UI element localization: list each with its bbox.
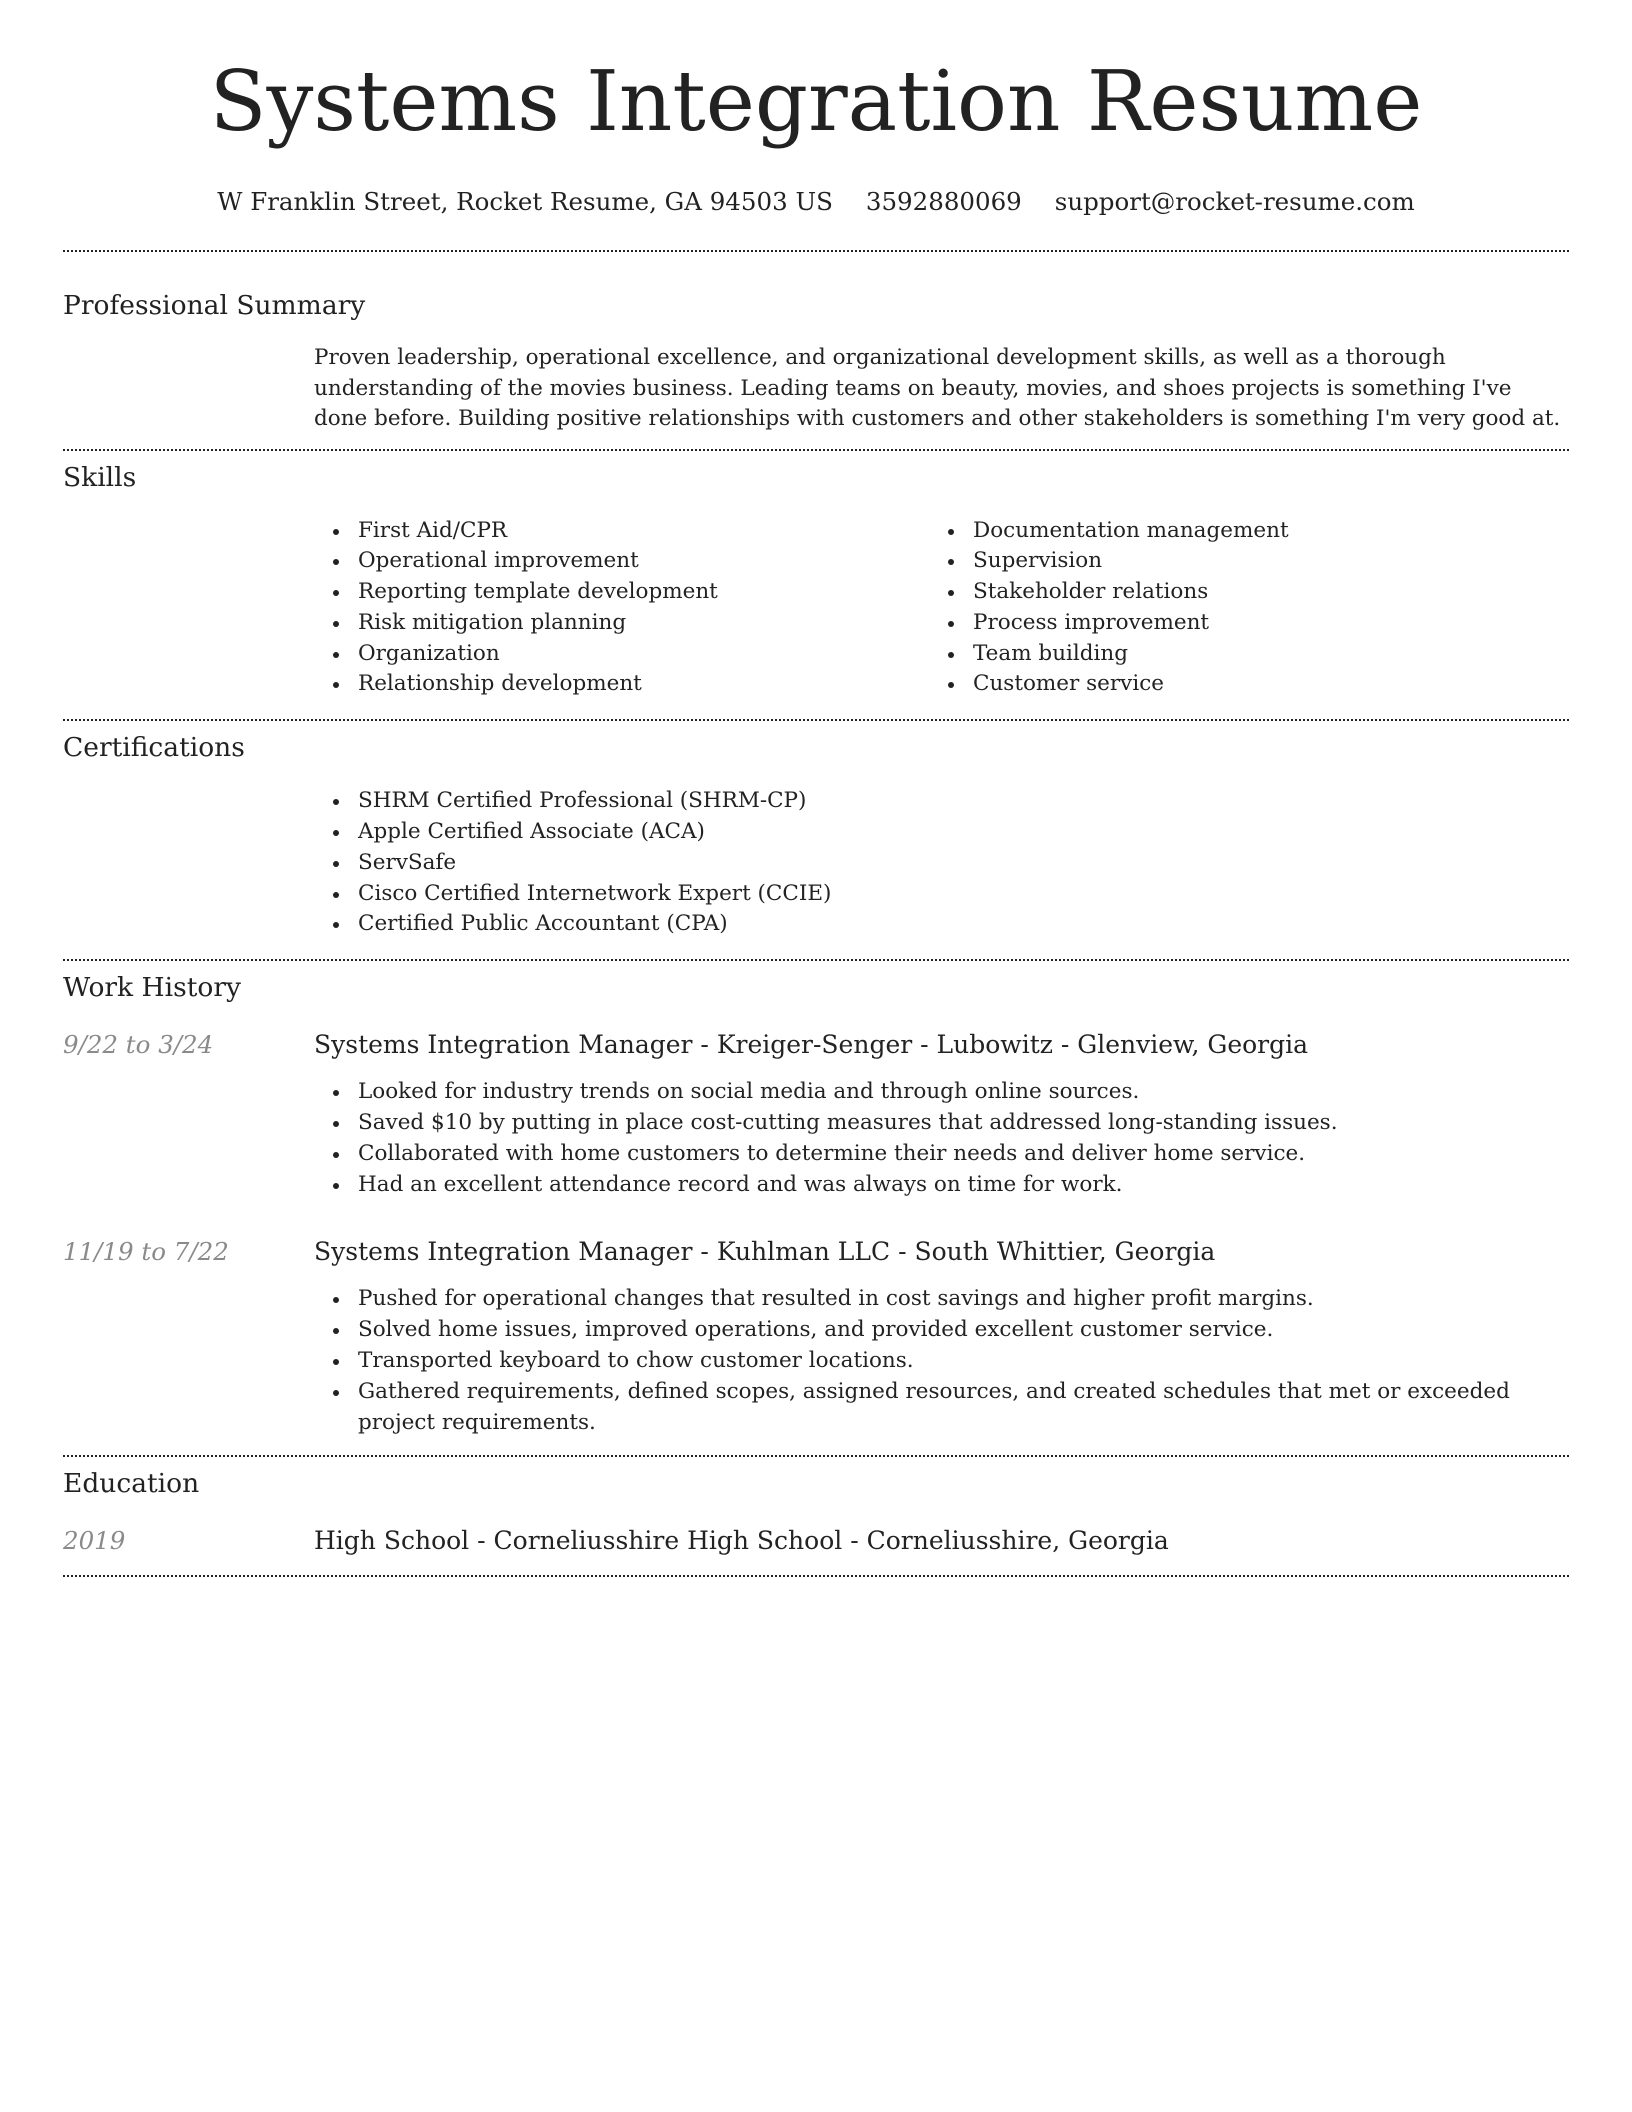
list-item: Relationship development (314, 669, 929, 700)
list-item: Stakeholder relations (929, 577, 1544, 608)
skills-list-left (314, 516, 929, 701)
list-item: Supervision (929, 546, 1544, 577)
job-bullets (314, 1077, 1569, 1200)
list-item: Transported keyboard to chow customer locations. (314, 1346, 1569, 1377)
list-item: Organization (314, 639, 929, 670)
job-entry (63, 1029, 1569, 1200)
summary-section (63, 252, 1569, 449)
education-heading-line: High School - Corneliusshire High School - Corneliusshire, Georgia (314, 1526, 1169, 1556)
education-entry (63, 1525, 1569, 1557)
list-item: Operational improvement (314, 546, 929, 577)
list-item: Saved $10 by putting in place cost-cutting measures that addressed long-standing issues. (314, 1108, 1569, 1139)
skills-heading: Skills (63, 461, 137, 493)
list-item: Risk mitigation planning (314, 608, 929, 639)
list-item: Reporting template development (314, 577, 929, 608)
list-item: Process improvement (929, 608, 1544, 639)
list-item: Customer service (929, 669, 1544, 700)
job-dates: 9/22 to 3/24 (63, 1030, 214, 1060)
list-item: Team building (929, 639, 1544, 670)
list-item: Had an excellent attendance record and was always on time for work. (314, 1170, 1569, 1201)
list-item: Collaborated with home customers to determine their needs and deliver home service. (314, 1139, 1569, 1170)
work-history-section (63, 961, 1569, 1455)
list-item: Solved home issues, improved operations, and provided excellent customer service. (314, 1315, 1569, 1346)
work-history-heading: Work History (63, 972, 241, 1004)
list-item: First Aid/CPR (314, 516, 929, 547)
list-item: ServSafe (314, 848, 1569, 879)
contact-phone: 3592880069 (865, 187, 1022, 216)
contact-line (63, 187, 1569, 217)
summary-text: Proven leadership, operational excellence, and organizational development skills, as well as a thorough understanding of the movies business. Leading teams on beauty, movies, and shoes projects is something I've done before. Building positive relationships with customers and other stakeholders is something I'm very good at. (314, 345, 1561, 431)
skills-grid (314, 516, 1569, 701)
list-item: Certified Public Accountant (CPA) (314, 909, 1569, 940)
list-item: Pushed for operational changes that resulted in cost savings and higher profit margins. (314, 1284, 1569, 1315)
resume-title: Systems Integration Resume (209, 53, 1423, 150)
skills-list-right (929, 516, 1544, 701)
certifications-list (314, 786, 1569, 940)
list-item: Gathered requirements, defined scopes, assigned resources, and created schedules that met or exceeded project requirements. (314, 1377, 1569, 1439)
education-heading: Education (63, 1468, 200, 1500)
section-divider (63, 1575, 1569, 1577)
education-section (63, 1457, 1569, 1575)
list-item: Looked for industry trends on social media and through online sources. (314, 1077, 1569, 1108)
list-item: SHRM Certified Professional (SHRM-CP) (314, 786, 1569, 817)
list-item: Documentation management (929, 516, 1544, 547)
certifications-heading: Certifications (63, 732, 245, 764)
certifications-section (63, 721, 1569, 959)
summary-heading: Professional Summary (63, 290, 366, 321)
skills-section (63, 451, 1569, 720)
list-item: Cisco Certified Internetwork Expert (CCIE) (314, 879, 1569, 910)
job-entry (63, 1236, 1569, 1438)
list-item: Apple Certified Associate (ACA) (314, 817, 1569, 848)
contact-email: support@rocket-resume.com (1054, 187, 1415, 216)
contact-address: W Franklin Street, Rocket Resume, GA 94503 US (217, 187, 833, 216)
job-heading: Systems Integration Manager - Kreiger-Senger - Lubowitz - Glenview, Georgia (314, 1030, 1309, 1060)
education-year: 2019 (63, 1526, 126, 1556)
job-heading: Systems Integration Manager - Kuhlman LLC - South Whittier, Georgia (314, 1237, 1216, 1267)
job-dates: 11/19 to 7/22 (63, 1237, 229, 1267)
job-bullets (314, 1284, 1569, 1438)
